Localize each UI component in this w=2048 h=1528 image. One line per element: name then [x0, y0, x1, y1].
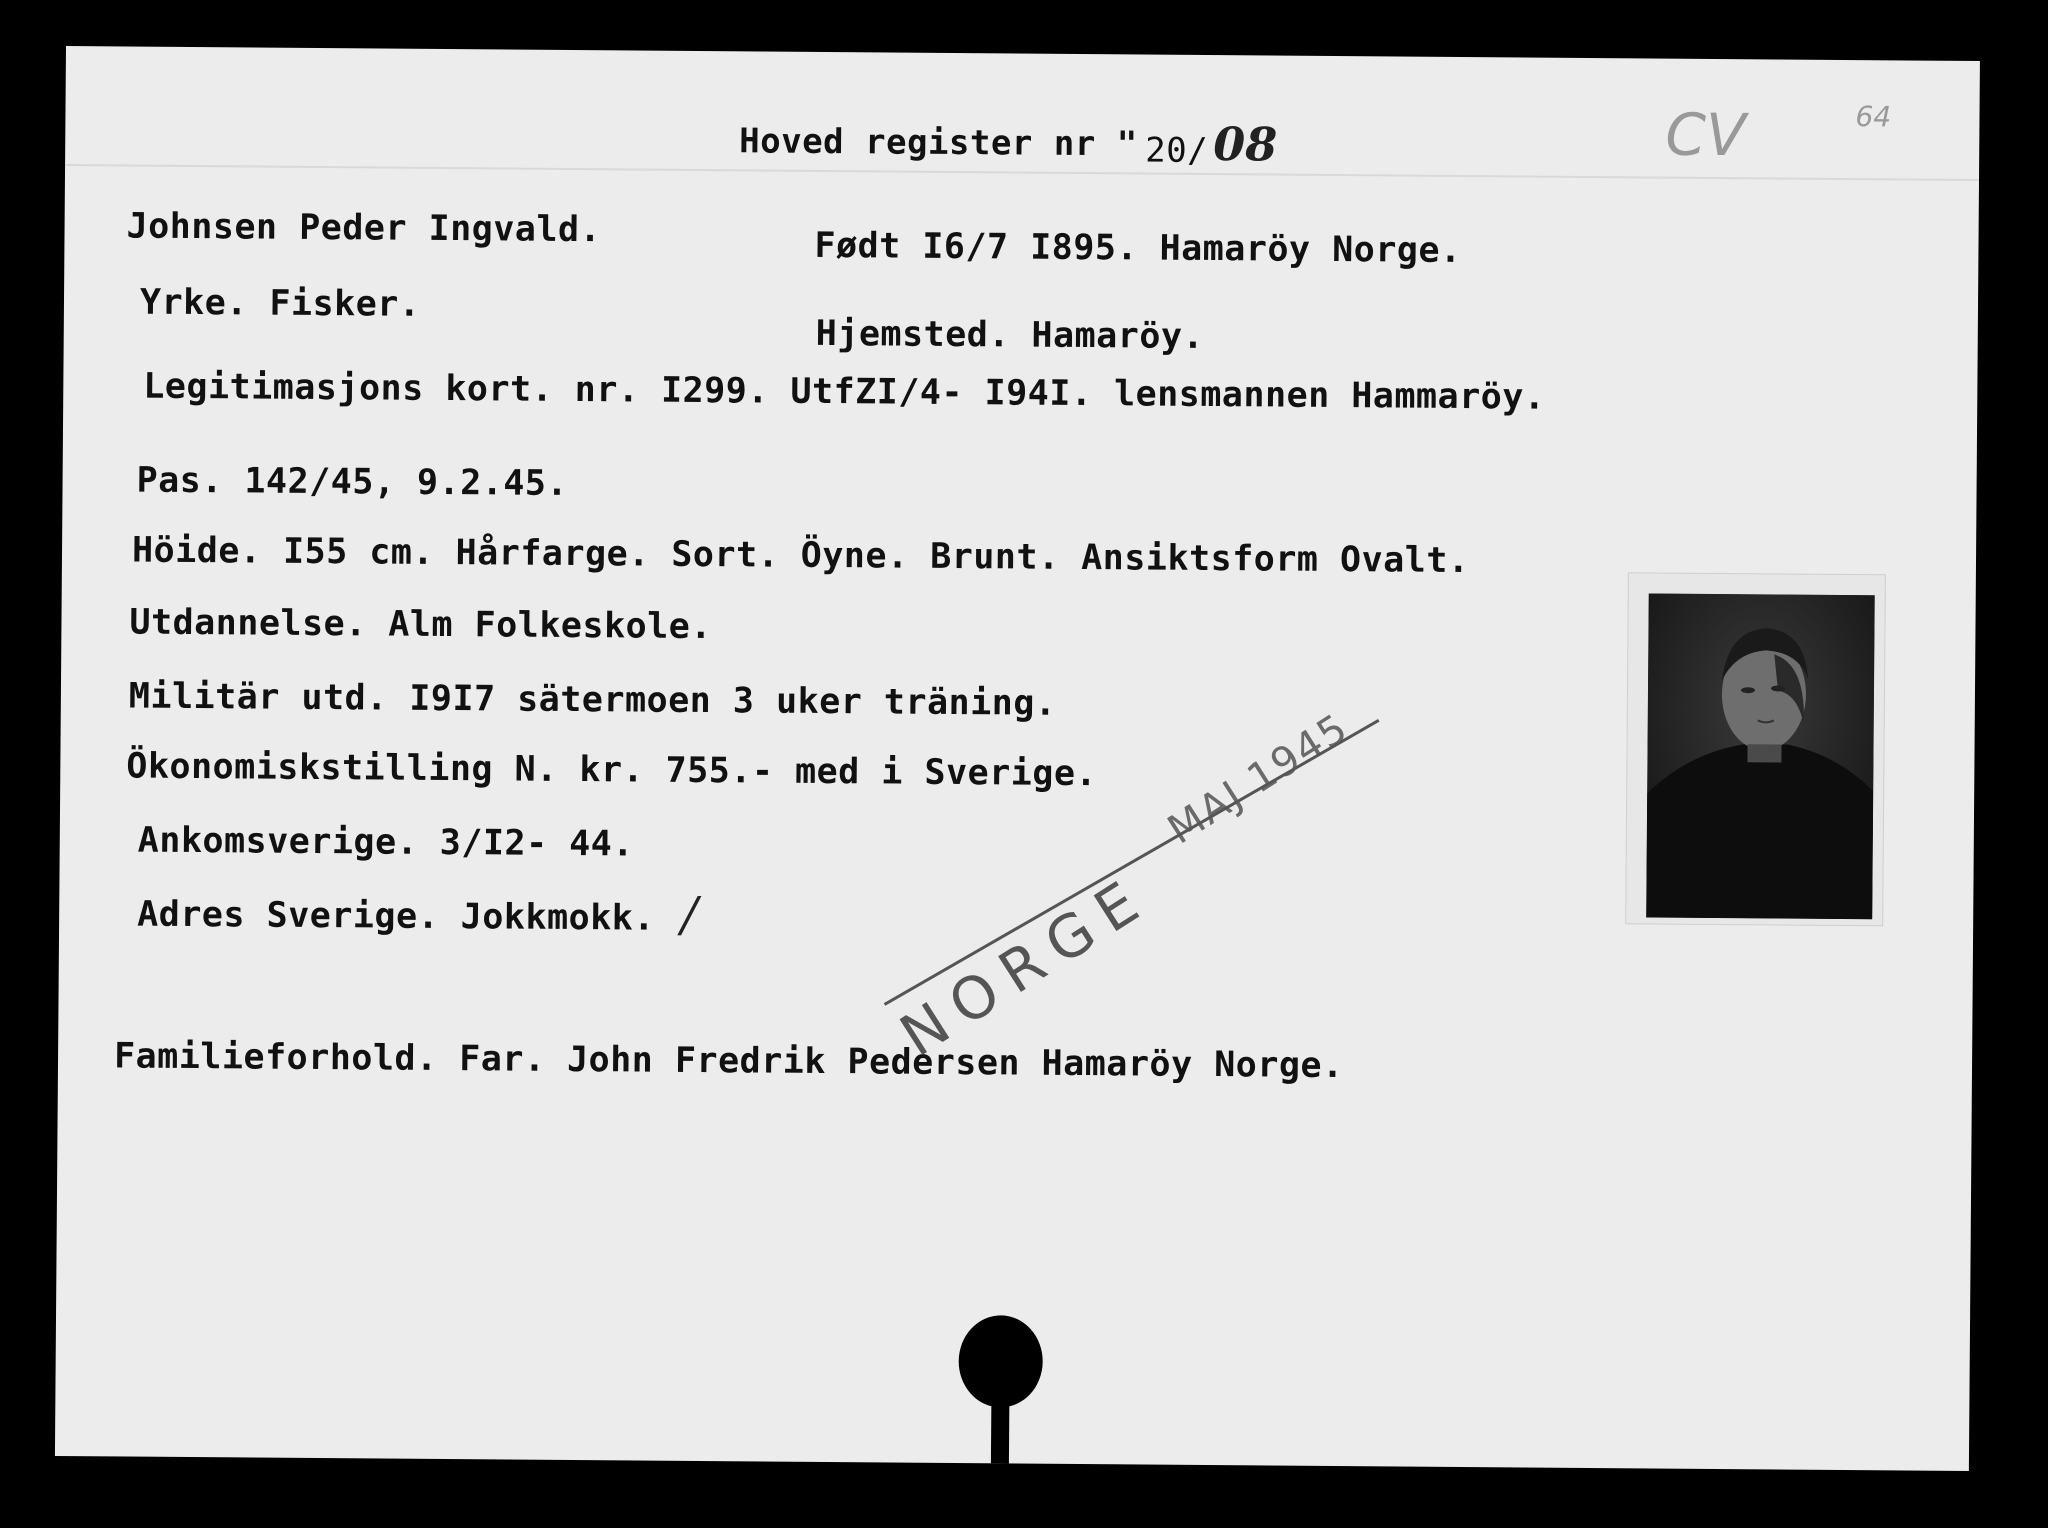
address-handwritten-mark: / — [680, 886, 698, 943]
punch-hole — [955, 1313, 1046, 1471]
military-line: Militär utd. I9I7 sätermoen 3 uker träning. — [128, 676, 1057, 724]
photo-frame — [1625, 572, 1886, 926]
family-line: Familieforhold. Far. John Fredrik Pedersen Hamaröy Norge. — [113, 1036, 1344, 1087]
occupation-line: Yrke. Fisker. — [139, 282, 421, 325]
description-line: Höide. I55 cm. Hårfarge. Sort. Öyne. Brunt. Ansiktsform Ovalt. — [131, 530, 1470, 582]
norge-stamp: NORGE — [888, 861, 1162, 1070]
address-line: Adres Sverige. Jokkmokk. — [137, 894, 656, 939]
register-number-label: Hoved register nr " — [739, 121, 1138, 165]
birth-line: Født I6/7 I895. Hamaröy Norge. — [814, 225, 1462, 271]
passport-line: Pas. 142/45, 9.2.45. — [136, 460, 569, 504]
registration-card — [55, 46, 1980, 1471]
education-line: Utdannelse. Alm Folkeskole. — [129, 602, 713, 648]
register-number-handwritten: 08 — [1213, 117, 1278, 172]
name-line: Johnsen Peder Ingvald. — [126, 206, 602, 251]
portrait-photo — [1646, 593, 1875, 919]
id-card-line: Legitimasjons kort. nr. I299. UtfZI/4- I94I. lensmannen Hammaröy. — [143, 366, 1546, 418]
arrival-line: Ankomsverige. 3/I2- 44. — [137, 820, 635, 865]
register-number-typed: 20/ — [1145, 130, 1209, 171]
home-line: Hjemsted. Hamaröy. — [815, 313, 1205, 357]
finances-line: Ökonomiskstilling N. kr. 755.- med i Sverige. — [126, 746, 1098, 795]
pencil-initials: CV — [1665, 100, 1746, 170]
pencil-corner-note: 64 — [1855, 100, 1892, 134]
date-stamp: MAJ 1945 — [1159, 704, 1357, 854]
